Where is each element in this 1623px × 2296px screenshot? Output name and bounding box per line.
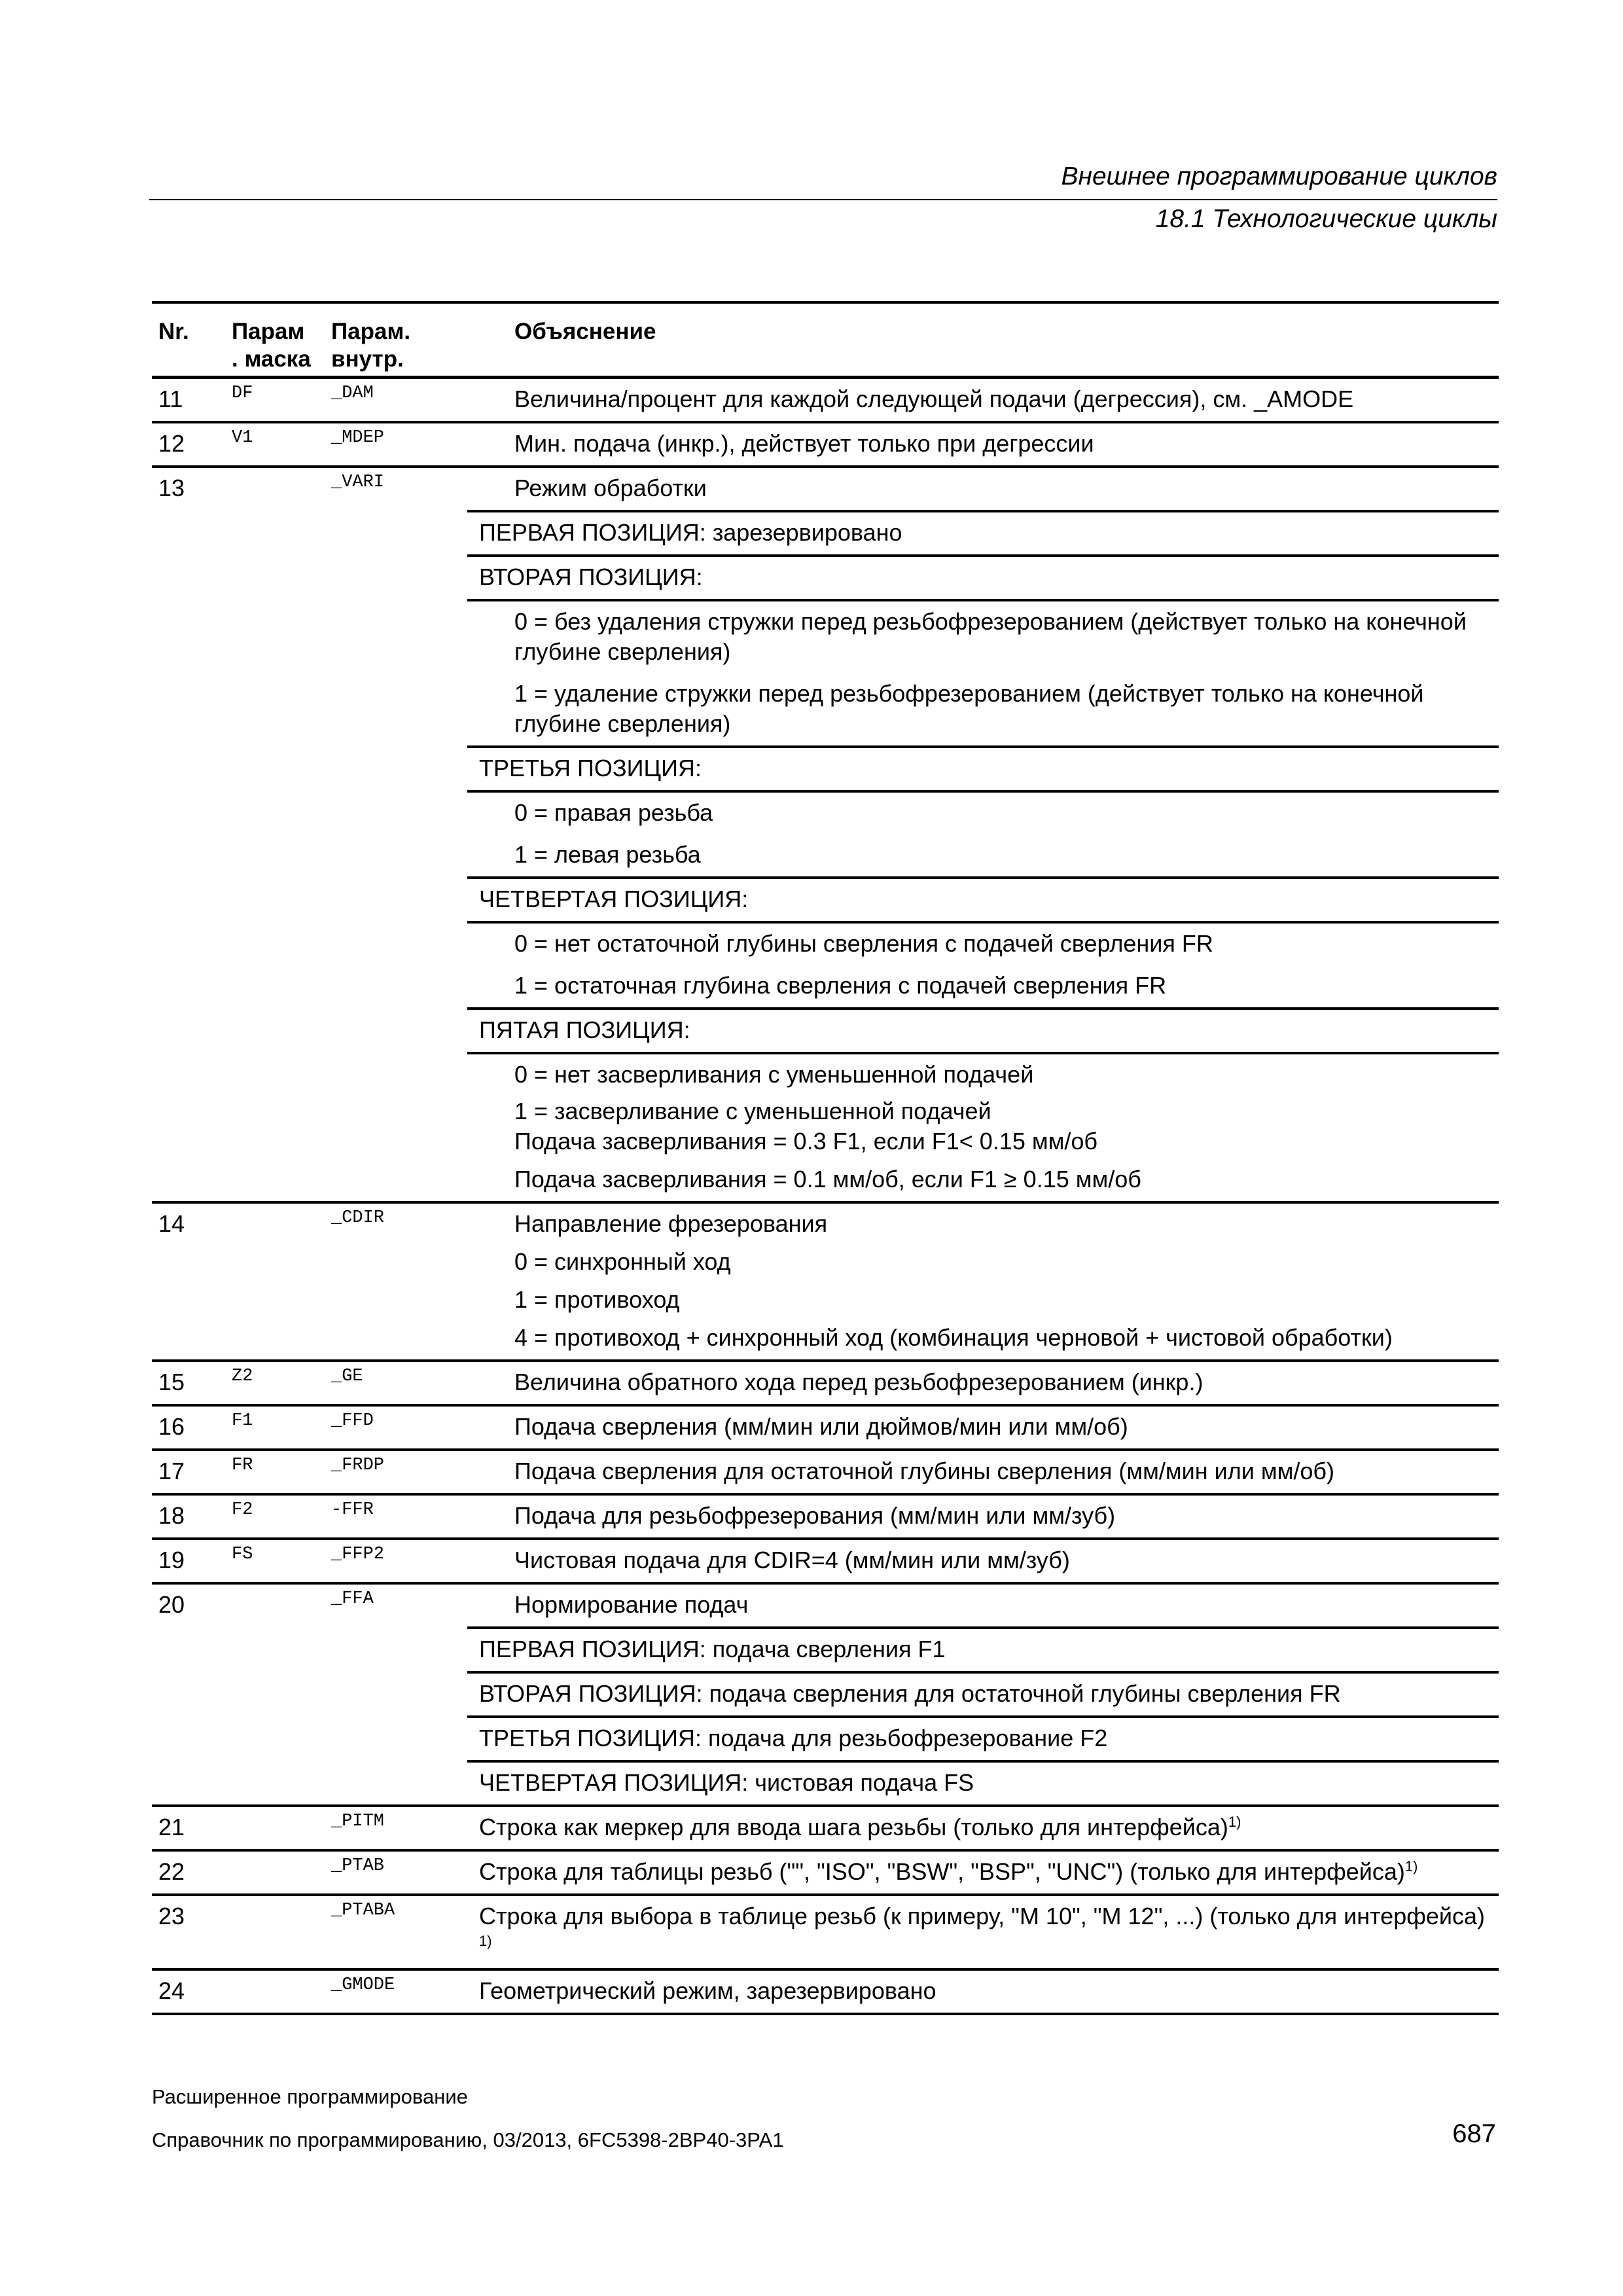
table-row: [152, 1806, 1499, 1850]
row-internal: -FFR: [325, 1494, 467, 1539]
table-row: [152, 1494, 1499, 1539]
row-explanation-title: Направление фрезерования: [514, 1210, 828, 1237]
footnote-ref: 1): [1228, 1814, 1241, 1830]
row-internal: _GMODE: [325, 1969, 467, 2014]
option-item: [467, 1096, 1499, 1202]
row-explanation-text: Строка как меркер для ввода шага резьбы (только для интерфейса): [479, 1814, 1228, 1840]
row-mask: FS: [225, 1539, 325, 1583]
table-row: [152, 1583, 1499, 1628]
parameter-table: [152, 301, 1499, 2015]
position-heading: ТРЕТЬЯ ПОЗИЦИЯ: подача для резьбофрезерование F2: [467, 1717, 1499, 1761]
footnote-ref: 1): [1404, 1858, 1418, 1874]
row-nr: 11: [152, 378, 225, 423]
row-explanation: [467, 1850, 1499, 1895]
row-explanation: Чистовая подача для CDIR=4 (мм/мин или мм/зуб): [467, 1539, 1499, 1583]
option-line: Подача засверливания = 0.3 F1, если F1< 0.15 мм/об: [514, 1128, 1097, 1155]
table-row: [152, 1361, 1499, 1405]
col-header-mask-line2: . маска: [232, 346, 311, 372]
row-mask: [225, 1202, 325, 1361]
col-header-internal-line2: внутр.: [331, 346, 404, 372]
option-item: 1 = остаточная глубина сверления с подачей сверления FR: [514, 972, 1167, 999]
row-mask: F1: [225, 1405, 325, 1450]
row-internal: _VARI: [325, 467, 467, 1202]
row-internal: _DAM: [325, 378, 467, 423]
option-item: 0 = нет засверливания с уменьшенной подачей: [467, 1053, 1499, 1096]
option-line: 1 = засверливание с уменьшенной подачей: [514, 1098, 991, 1124]
row-mask: [225, 467, 325, 1202]
row-explanation: Нормирование подач: [514, 1591, 749, 1618]
section-title: 18.1 Технологические циклы: [1155, 205, 1497, 233]
row-explanation: [467, 1202, 1499, 1361]
footer-manual-info: Справочник по программированию, 03/2013, 6FC5398-2BP40-3PA1: [152, 2128, 784, 2151]
option-line: 4 = противоход + синхронный ход (комбинация черновой + чистовой обработки): [514, 1324, 1393, 1351]
row-mask: FR: [225, 1450, 325, 1494]
table-row: [152, 1850, 1499, 1895]
table-row: [152, 1539, 1499, 1583]
col-header-internal-line1: Парам.: [331, 319, 411, 344]
col-header-explanation: Объяснение: [514, 319, 656, 344]
row-nr: 21: [152, 1806, 225, 1850]
option-item: 0 = без удаления стружки перед резьбофрезерованием (действует только на конечной глубине сверления): [467, 600, 1499, 673]
option-item: 1 = удаление стружки перед резьбофрезерованием (действует только на конечной глубине сверления): [514, 680, 1424, 737]
position-heading: ПЕРВАЯ ПОЗИЦИЯ: зарезервировано: [467, 511, 1499, 556]
option-line: Подача засверливания = 0.1 мм/об, если F1 ≥ 0.15 мм/об: [514, 1166, 1141, 1193]
page-number: 687: [1452, 2119, 1496, 2148]
row-mask: V1: [225, 422, 325, 467]
option-item: 0 = нет остаточной глубины сверления с подачей сверления FR: [467, 922, 1499, 965]
row-internal: _FFP2: [325, 1539, 467, 1583]
chapter-title: Внешнее программирование циклов: [1061, 162, 1497, 190]
row-explanation: Величина обратного хода перед резьбофрезерованием (инкр.): [467, 1361, 1499, 1405]
position-heading: ПЕРВАЯ ПОЗИЦИЯ: подача сверления F1: [467, 1628, 1499, 1672]
row-internal: _PTABA: [325, 1895, 467, 1969]
row-mask: Z2: [225, 1361, 325, 1405]
row-internal: _PTAB: [325, 1850, 467, 1895]
position-heading: ВТОРАЯ ПОЗИЦИЯ:: [467, 556, 1499, 600]
row-nr: 17: [152, 1450, 225, 1494]
option-line: 1 = противоход: [514, 1286, 680, 1313]
position-heading: ПЯТАЯ ПОЗИЦИЯ:: [467, 1009, 1499, 1053]
row-nr: 19: [152, 1539, 225, 1583]
row-explanation: [467, 1806, 1499, 1850]
footnote-ref: 1): [479, 1933, 492, 1949]
row-internal: _FFA: [325, 1583, 467, 1806]
row-mask: [225, 1969, 325, 2014]
row-mask: [225, 1850, 325, 1895]
row-explanation: Подача для резьбофрезерования (мм/мин или мм/зуб): [467, 1494, 1499, 1539]
col-header-internal: [325, 302, 467, 378]
table-row: [152, 1969, 1499, 2014]
header-rule: [149, 199, 1497, 200]
row-explanation: [467, 1895, 1499, 1969]
row-nr: 18: [152, 1494, 225, 1539]
option-line: 0 = синхронный ход: [514, 1248, 731, 1275]
row-nr: 13: [152, 467, 225, 1202]
row-explanation: Мин. подача (инкр.), действует только при дегрессии: [467, 422, 1499, 467]
row-explanation: Подача сверления (мм/мин или дюймов/мин или мм/об): [467, 1405, 1499, 1450]
table-row: [152, 378, 1499, 423]
row-internal: _CDIR: [325, 1202, 467, 1361]
row-nr: 20: [152, 1583, 225, 1806]
row-nr: 14: [152, 1202, 225, 1361]
table-row: [152, 1895, 1499, 1969]
row-explanation-text: Строка для таблицы резьб ("", "ISO", "BSW", "BSP", "UNC") (только для интерфейса): [479, 1858, 1405, 1885]
position-heading: ТРЕТЬЯ ПОЗИЦИЯ:: [467, 747, 1499, 791]
row-mask: F2: [225, 1494, 325, 1539]
row-nr: 22: [152, 1850, 225, 1895]
table-header-row: [152, 302, 1499, 378]
row-internal: _FFD: [325, 1405, 467, 1450]
row-explanation: Режим обработки: [514, 475, 707, 501]
row-nr: 12: [152, 422, 225, 467]
row-nr: 15: [152, 1361, 225, 1405]
position-heading: ВТОРАЯ ПОЗИЦИЯ: подача сверления для остаточной глубины сверления FR: [467, 1672, 1499, 1717]
table-row: [152, 1450, 1499, 1494]
row-mask: [225, 1806, 325, 1850]
row-nr: 24: [152, 1969, 225, 2014]
row-explanation: Величина/процент для каждой следующей подачи (дегрессия), см. _AMODE: [467, 378, 1499, 423]
table-row: [152, 467, 1499, 511]
row-explanation: Геометрический режим, зарезервировано: [467, 1969, 1499, 2014]
col-header-nr: Nr.: [158, 319, 189, 344]
row-nr: 16: [152, 1405, 225, 1450]
option-item: 0 = правая резьба: [467, 791, 1499, 834]
row-mask: [225, 1583, 325, 1806]
table-row: [152, 1202, 1499, 1361]
col-header-mask-line1: Парам: [232, 319, 305, 344]
row-explanation: Подача сверления для остаточной глубины сверления (мм/мин или мм/об): [467, 1450, 1499, 1494]
position-heading: ЧЕТВЕРТАЯ ПОЗИЦИЯ:: [467, 878, 1499, 922]
row-internal: _MDEP: [325, 422, 467, 467]
table-row: [152, 422, 1499, 467]
row-mask: [225, 1895, 325, 1969]
footer-book-title: Расширенное программирование: [152, 2085, 468, 2108]
row-internal: _GE: [325, 1361, 467, 1405]
row-mask: DF: [225, 378, 325, 423]
row-nr: 23: [152, 1895, 225, 1969]
row-internal: _PITM: [325, 1806, 467, 1850]
position-heading: ЧЕТВЕРТАЯ ПОЗИЦИЯ: чистовая подача FS: [467, 1761, 1499, 1806]
row-internal: _FRDP: [325, 1450, 467, 1494]
row-explanation-text: Строка для выбора в таблице резьб (к примеру, "M 10", "M 12", ...) (только для интерфейса): [479, 1903, 1485, 1929]
option-item: 1 = левая резьба: [514, 841, 701, 868]
col-header-mask: [225, 302, 325, 378]
table-row: [152, 1405, 1499, 1450]
